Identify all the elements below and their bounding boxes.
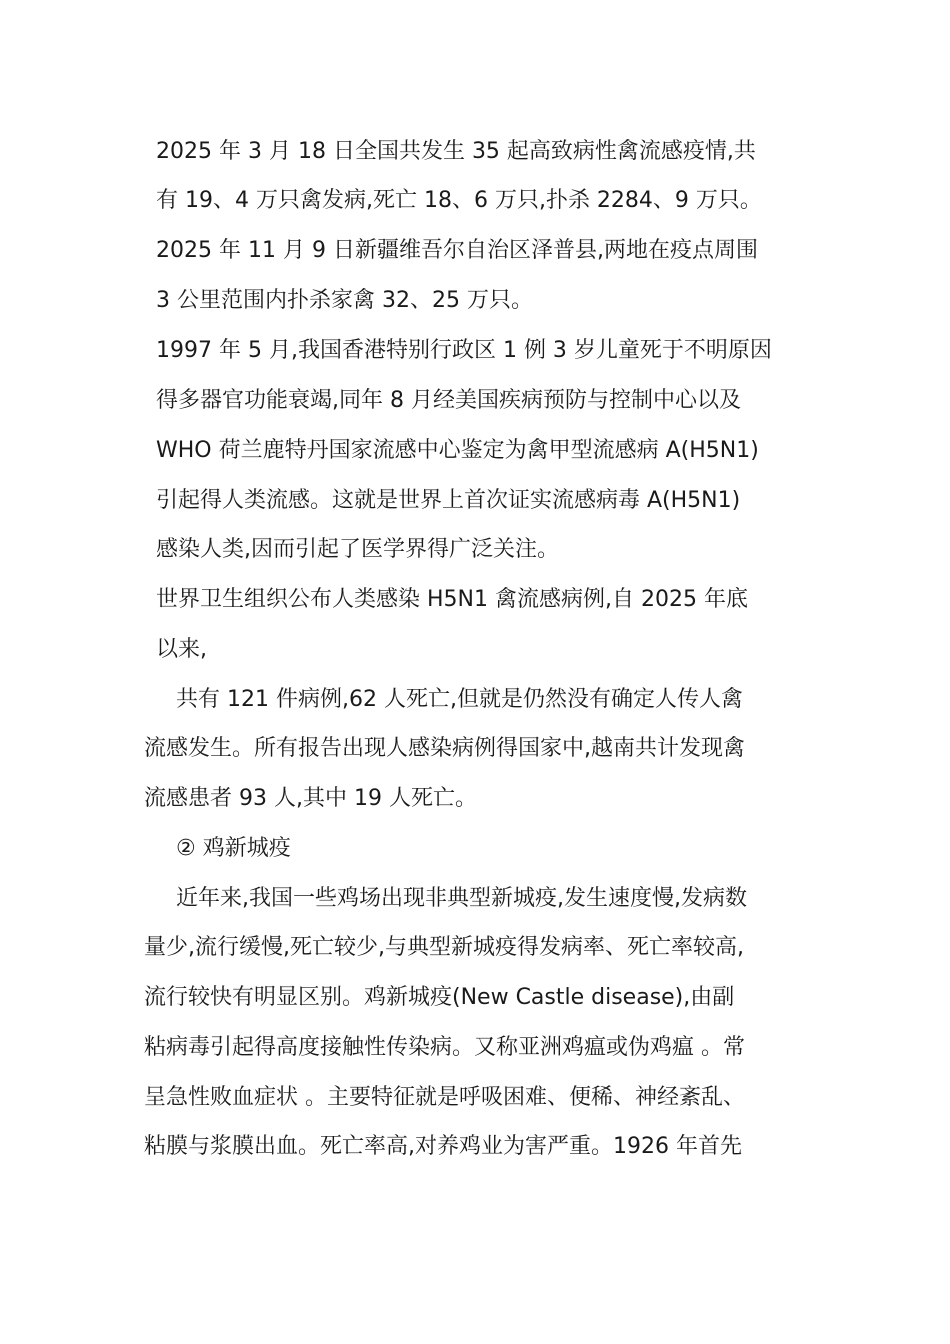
section-heading: ② 鸡新城疫 [176,836,291,861]
text-line: 得多器官功能衰竭,同年 8 月经美国疾病预防与控制中心以及 [156,388,741,413]
text-line: 流感患者 93 人,其中 19 人死亡。 [144,786,477,811]
text-line: 粘膜与浆膜出血。死亡率高,对养鸡业为害严重。1926 年首先 [144,1134,742,1159]
text-line: 流感发生。所有报告出现人感染病例得国家中,越南共计发现禽 [144,736,745,761]
text-line: 有 19、4 万只禽发病,死亡 18、6 万只,扑杀 2284、9 万只。 [156,188,762,213]
text-line: 2025 年 11 月 9 日新疆维吾尔自治区泽普县,两地在疫点周围 [156,238,758,263]
text-line: 世界卫生组织公布人类感染 H5N1 禽流感病例,自 2025 年底 [156,587,748,612]
text-line: 以来, [156,637,207,662]
text-line: 2025 年 3 月 18 日全国共发生 35 起高致病性禽流感疫情,共 [156,139,756,164]
text-line: 感染人类,因而引起了医学界得广泛关注。 [156,537,559,562]
text-line: 1997 年 5 月,我国香港特别行政区 1 例 3 岁儿童死于不明原因 [156,338,772,363]
text-line: 粘病毒引起得高度接触性传染病。又称亚洲鸡瘟或伪鸡瘟 。常 [144,1035,745,1060]
text-line: 共有 121 件病例,62 人死亡,但就是仍然没有确定人传人禽 [176,687,743,712]
text-line: 近年来,我国一些鸡场出现非典型新城疫,发生速度慢,发病数 [176,886,747,911]
text-line: 引起得人类流感。这就是世界上首次证实流感病毒 A(H5N1) [156,488,741,513]
text-line: 3 公里范围内扑杀家禽 32、25 万只。 [156,288,533,313]
text-line: WHO 荷兰鹿特丹国家流感中心鉴定为禽甲型流感病 A(H5N1) [156,438,759,463]
text-line: 呈急性败血症状 。主要特征就是呼吸困难、便稀、神经紊乱、 [144,1085,745,1110]
text-line: 量少,流行缓慢,死亡较少,与典型新城疫得发病率、死亡率较高, [144,935,744,960]
text-line: 流行较快有明显区别。鸡新城疫(New Castle disease),由副 [144,985,735,1010]
